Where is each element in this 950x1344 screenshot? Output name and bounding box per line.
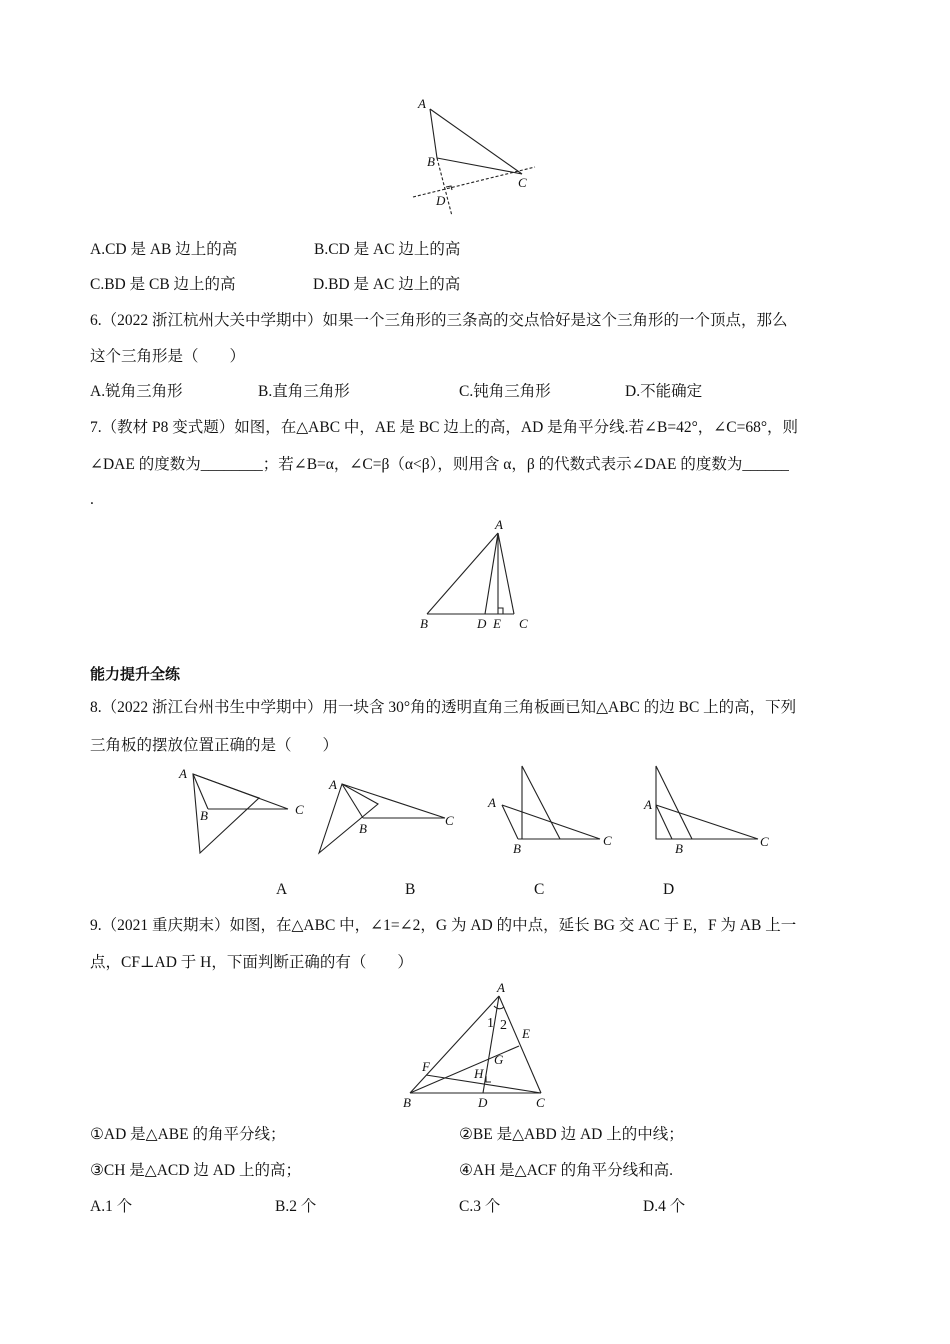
q9-label-h: H bbox=[474, 1066, 484, 1081]
q8b-label-c: C bbox=[445, 813, 454, 828]
q7-figure bbox=[415, 518, 540, 633]
q8-caption-b: B bbox=[405, 881, 416, 898]
q9-figure bbox=[398, 978, 558, 1113]
q8c-set-square bbox=[522, 766, 560, 839]
q9-option-d: D.4 个 bbox=[643, 1198, 686, 1215]
q5-label-c: C bbox=[518, 175, 527, 190]
q9-label-f: F bbox=[422, 1059, 430, 1074]
q9-stem-line1: 9.（2021 重庆期末）如图，在△ABC 中，∠1=∠2，G 为 AD 的中点，延长 BG 交 AC 于 E，F 为 AB 上一 bbox=[90, 917, 797, 934]
q6-stem-line1: 6.（2022 浙江杭州大关中学期中）如果一个三角形的三条高的交点恰好是这个三角形的一个顶点，那么 bbox=[90, 312, 788, 329]
q9-statement-2: ②BE 是△ABD 边 AD 上的中线； bbox=[459, 1126, 684, 1143]
q8b-label-a: A bbox=[329, 777, 337, 792]
q5-option-c: C.BD 是 CB 边上的高 bbox=[90, 276, 236, 293]
q8d-label-a: A bbox=[644, 797, 652, 812]
q5-extension-cd bbox=[413, 167, 535, 197]
q7-label-c: C bbox=[519, 616, 528, 631]
q8-stem-line2: 三角板的摆放位置正确的是（ ） bbox=[90, 737, 339, 754]
q8-figure-b bbox=[315, 768, 460, 860]
q9-stem-line2: 点，CF⊥AD 于 H，下面判断正确的有（ ） bbox=[90, 954, 413, 971]
q6-option-a: A.锐角三角形 bbox=[90, 383, 183, 400]
q9-label-e: E bbox=[522, 1026, 530, 1041]
q7-stem-line3: . bbox=[90, 491, 94, 508]
q8-figure-c bbox=[480, 760, 620, 860]
q8-stem-line1: 8.（2022 浙江台州书生中学期中）用一块含 30°角的透明直角三角板画已知△ABC 的边 BC 上的高，下列 bbox=[90, 699, 797, 716]
q8-figure-d bbox=[640, 760, 780, 860]
q6-option-c: C.钝角三角形 bbox=[459, 383, 551, 400]
q9-label-d: D bbox=[478, 1095, 488, 1110]
q9-option-a: A.1 个 bbox=[90, 1198, 133, 1215]
q8-caption-a: A bbox=[276, 881, 288, 898]
q7-side-ac bbox=[498, 533, 514, 614]
q7-stem-line2: ∠DAE 的度数为________；若∠B=α，∠C=β（α<β），则用含 α，β 的代数式表示∠DAE 的度数为______ bbox=[90, 456, 789, 473]
q9-statement-4: ④AH 是△ACF 的角平分线和高. bbox=[459, 1162, 673, 1179]
q8b-side-ac bbox=[342, 784, 445, 818]
q8b-side-ab bbox=[342, 784, 363, 818]
q9-label-a: A bbox=[497, 980, 505, 995]
q8-figure-a bbox=[175, 762, 310, 857]
q9-label-b: B bbox=[403, 1095, 411, 1110]
q5-label-b: B bbox=[427, 154, 435, 169]
q6-option-d: D.不能确定 bbox=[625, 383, 703, 400]
q7-right-angle-mark bbox=[498, 608, 503, 614]
q9-angle-arc bbox=[494, 1006, 504, 1009]
section-title: 能力提升全练 bbox=[90, 665, 181, 683]
q9-option-c: C.3 个 bbox=[459, 1198, 501, 1215]
q8c-label-c: C bbox=[603, 833, 612, 848]
q9-label-g: G bbox=[494, 1052, 504, 1067]
q5-side-bc bbox=[437, 158, 522, 174]
q7-label-b: B bbox=[420, 616, 428, 631]
q8-caption-c: C bbox=[534, 881, 545, 898]
q9-side-ac bbox=[499, 996, 541, 1093]
q5-side-ab bbox=[430, 109, 437, 158]
q8d-side-ac bbox=[656, 805, 758, 839]
q8d-label-b: B bbox=[675, 841, 683, 856]
q8d-set-square bbox=[656, 766, 692, 839]
q5-label-a: A bbox=[418, 96, 426, 111]
q7-label-e: E bbox=[493, 616, 501, 631]
q8c-label-a: A bbox=[488, 795, 496, 810]
q5-label-d: D bbox=[436, 193, 446, 208]
q5-option-a: A.CD 是 AB 边上的高 bbox=[90, 241, 238, 258]
q8c-label-b: B bbox=[513, 841, 521, 856]
q8b-label-b: B bbox=[359, 821, 367, 836]
q8a-label-a: A bbox=[179, 766, 187, 781]
q7-label-a: A bbox=[495, 517, 503, 532]
q5-option-b: B.CD 是 AC 边上的高 bbox=[314, 241, 461, 258]
q8a-label-c: C bbox=[295, 802, 304, 817]
q9-label-c: C bbox=[536, 1095, 545, 1110]
q9-statement-3: ③CH 是△ACD 边 AD 上的高； bbox=[90, 1162, 301, 1179]
q9-option-b: B.2 个 bbox=[275, 1198, 317, 1215]
q9-label-1: 1 bbox=[487, 1016, 494, 1031]
q6-option-b: B.直角三角形 bbox=[258, 383, 350, 400]
q5-figure bbox=[405, 95, 545, 220]
q7-label-d: D bbox=[477, 616, 487, 631]
q5-side-ac bbox=[430, 109, 522, 174]
q6-stem-line2: 这个三角形是（ ） bbox=[90, 348, 246, 365]
q8a-label-b: B bbox=[200, 808, 208, 823]
q9-label-2: 2 bbox=[500, 1018, 507, 1033]
q8-caption-d: D bbox=[663, 881, 675, 898]
q7-stem-line1: 7.（教材 P8 变式题）如图，在△ABC 中，AE 是 BC 边上的高，AD 是角平分线.若∠B=42°，∠C=68°，则 bbox=[90, 419, 799, 436]
q9-statement-1: ①AD 是△ABE 的角平分线； bbox=[90, 1126, 286, 1143]
q8d-label-c: C bbox=[760, 834, 769, 849]
q9-right-angle-mark bbox=[486, 1076, 491, 1082]
q5-option-d: D.BD 是 AC 边上的高 bbox=[313, 276, 461, 293]
